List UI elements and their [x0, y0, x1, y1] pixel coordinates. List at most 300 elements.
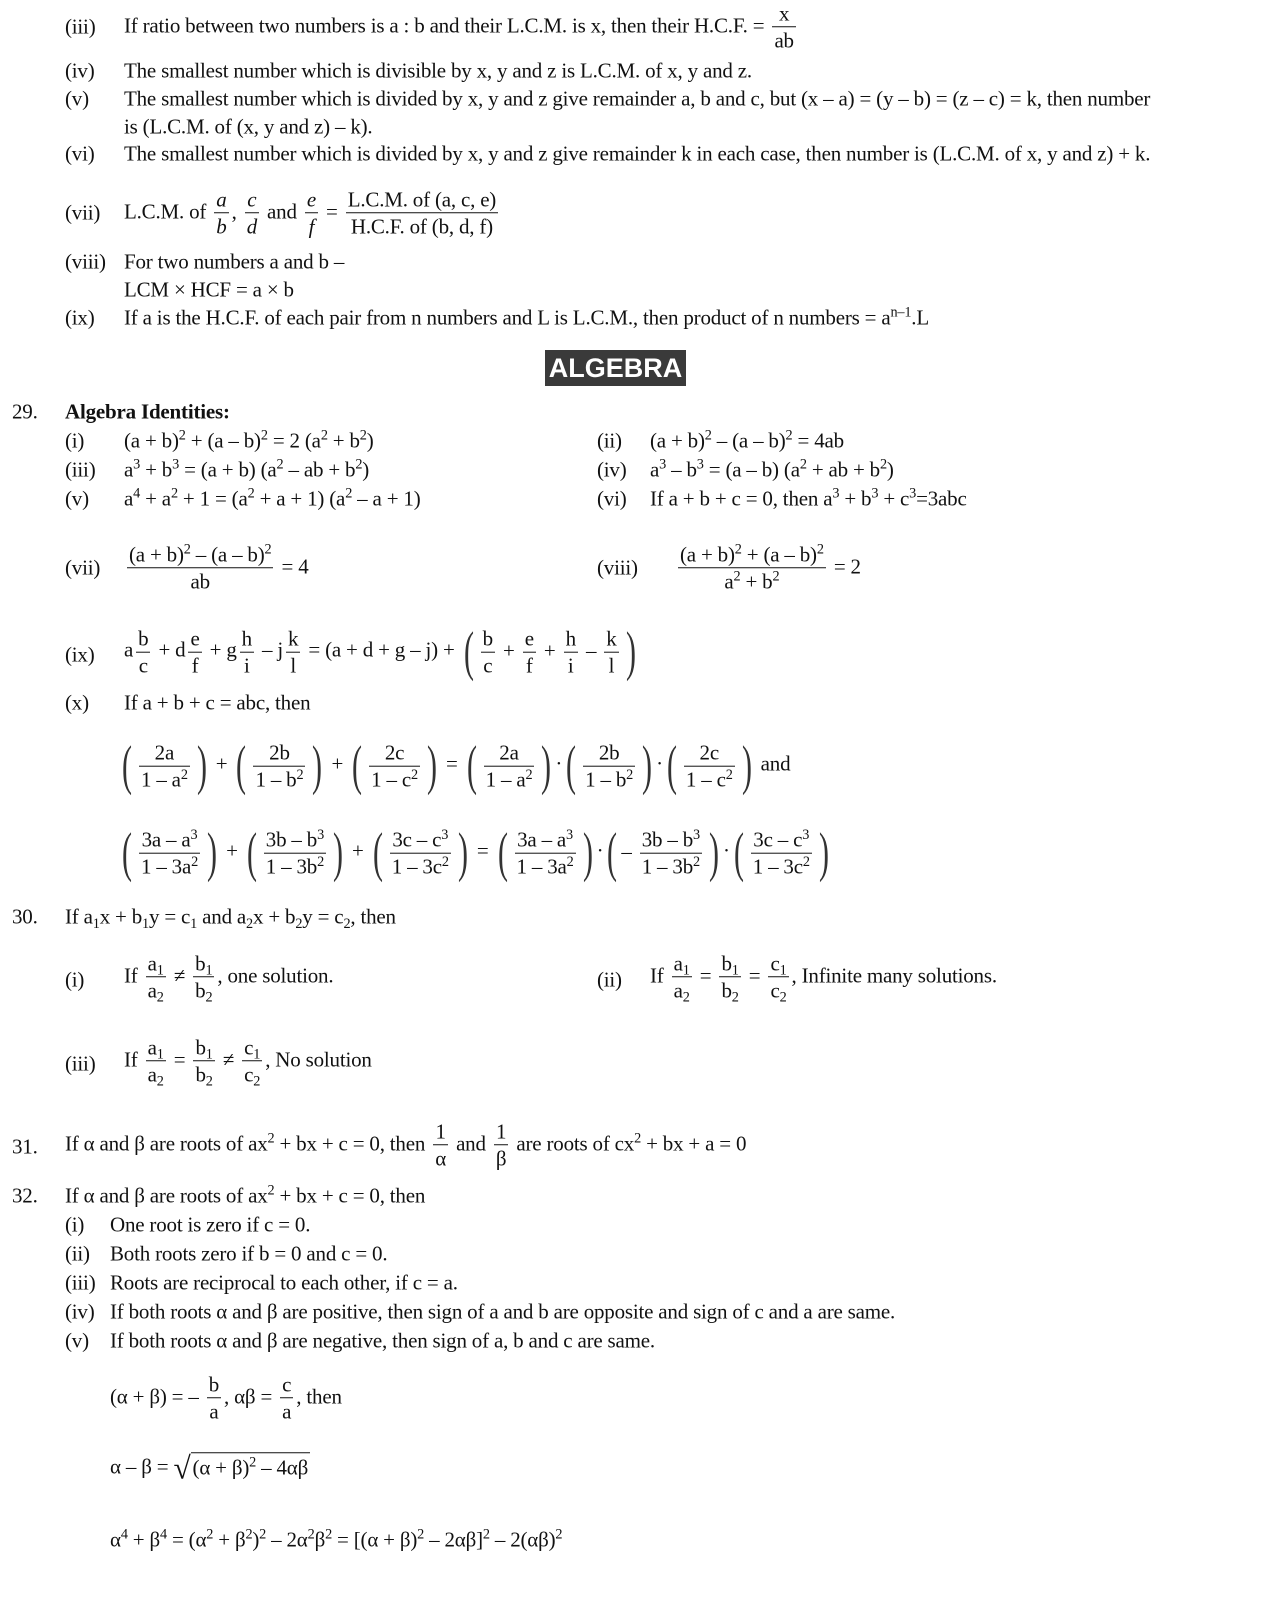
math-text: 2 — [733, 568, 741, 585]
math-text: 3 — [659, 456, 667, 473]
math-text: = [(α + β) — [332, 1527, 418, 1552]
math-text: + — [538, 637, 561, 662]
numerator — [484, 739, 535, 766]
math-group — [110, 1450, 310, 1486]
math-text: = — [440, 751, 463, 776]
condition-i — [124, 950, 333, 1004]
math-group — [136, 826, 203, 880]
math-text: b — [208, 1372, 220, 1397]
denominator — [481, 653, 495, 679]
math-group — [673, 978, 690, 1006]
math-text: 2b — [598, 740, 620, 765]
math-text: = — [320, 198, 343, 223]
denominator — [136, 653, 150, 679]
numerator — [672, 950, 692, 977]
math-text: 1 – a — [485, 767, 526, 792]
math-text: – a + 1) — [352, 486, 421, 511]
left-paren: ( — [246, 821, 257, 883]
superscript — [172, 457, 179, 473]
math-text: y = c — [148, 904, 191, 929]
superscript — [441, 826, 448, 842]
item-label: (iv) — [597, 457, 627, 482]
math-text: + b — [740, 569, 773, 594]
math-text: (α + β) = – — [110, 1383, 204, 1408]
item-label: (vii) — [65, 555, 101, 580]
numerator — [280, 1371, 293, 1398]
math-text: 2 — [191, 853, 199, 870]
italic-var — [247, 187, 256, 211]
superscript — [325, 1527, 332, 1543]
denominator — [193, 1062, 214, 1088]
roots-v — [110, 1329, 655, 1354]
math-text: 2 — [267, 1182, 275, 1199]
math-text: + ab + b — [806, 457, 880, 482]
math-text: 2 — [205, 1073, 213, 1090]
math-text: a — [147, 978, 157, 1003]
superscript — [308, 1527, 315, 1543]
left-paren: ( — [566, 734, 577, 796]
math-text: ) — [886, 457, 894, 482]
section-number: 29. — [12, 399, 38, 424]
math-text: – 2α — [266, 1527, 308, 1552]
fraction — [772, 0, 795, 54]
math-text: (a + b) — [680, 542, 735, 567]
math-group — [124, 429, 374, 453]
math-text: (a + b) — [129, 542, 184, 567]
math-text: If — [124, 1046, 143, 1071]
superscript — [184, 541, 191, 557]
superscript — [191, 854, 198, 870]
math-text: 2 — [410, 766, 418, 783]
fraction — [264, 826, 326, 880]
math-text: If α and β are roots of ax — [65, 1130, 268, 1155]
math-text: β — [495, 1146, 507, 1171]
math-text: , αβ = — [224, 1383, 278, 1408]
math-text: 2 — [725, 766, 733, 783]
numerator — [719, 950, 740, 977]
math-group — [486, 768, 533, 792]
math-text: x + b — [99, 904, 143, 929]
math-text: + g — [204, 637, 237, 662]
math-text: Roots are reciprocal to each other, if c = a. — [110, 1270, 458, 1295]
math-text: l — [608, 653, 615, 678]
math-text: a — [650, 457, 660, 482]
math-text: 2 — [260, 427, 268, 444]
sum-product-formula — [110, 1371, 342, 1425]
denominator — [188, 653, 201, 679]
math-text: e — [306, 187, 316, 212]
math-text: – (a – b) — [190, 542, 265, 567]
denominator — [242, 1062, 262, 1088]
math-text: = — [743, 962, 766, 987]
math-group — [65, 1184, 425, 1208]
math-group — [580, 739, 638, 793]
math-text: The smallest number which is divided by x, y and z give remainder a, b and c, but (x – a) = (y – b) = (z – c) = k, then number — [124, 86, 1151, 111]
superscript — [890, 305, 911, 321]
math-text: 2 — [417, 1526, 425, 1543]
math-text: 3a – a — [517, 827, 567, 852]
item-label: (iii) — [65, 14, 96, 39]
superscript — [248, 486, 255, 502]
math-text: = 2 (a — [267, 428, 321, 453]
math-group — [195, 951, 213, 979]
math-text: b — [195, 1062, 206, 1087]
math-text: 1 — [779, 962, 787, 979]
subscript — [732, 963, 739, 979]
math-text: ) — [366, 428, 374, 453]
math-text: a — [147, 951, 157, 976]
math-group — [721, 951, 739, 979]
math-text: (α + β) — [192, 1455, 250, 1480]
numerator — [139, 739, 190, 766]
math-text: , Infinite many solutions. — [791, 962, 997, 987]
item-label: (ix) — [65, 642, 95, 667]
math-text: β — [314, 1527, 326, 1552]
math-text: If — [650, 962, 669, 987]
math-text: 2 — [682, 989, 690, 1006]
math-group — [392, 855, 449, 879]
math-group — [129, 542, 271, 566]
math-group — [195, 978, 213, 1006]
math-group — [110, 1372, 342, 1424]
right-paren: ) — [741, 734, 752, 796]
item-label: (vii) — [65, 200, 101, 225]
math-text: 4 — [133, 485, 141, 502]
superscript — [181, 767, 188, 783]
numerator — [678, 541, 826, 568]
denominator — [684, 767, 735, 793]
fraction — [640, 826, 702, 880]
right-paren: ) — [207, 821, 217, 883]
math-text: k — [606, 626, 617, 651]
superscript — [483, 1527, 490, 1543]
fraction — [242, 1034, 262, 1088]
math-text: 2 — [259, 1526, 267, 1543]
math-group — [673, 951, 690, 979]
superscript — [803, 854, 810, 870]
superscript — [693, 826, 700, 842]
math-text: 2 — [307, 1526, 315, 1543]
math-text: 1 — [205, 1046, 213, 1063]
superscript — [265, 541, 272, 557]
math-text: 2 — [634, 1129, 642, 1146]
math-text: 3 — [172, 456, 180, 473]
math-text: 2 — [267, 1129, 275, 1146]
denominator — [523, 653, 536, 679]
item-label: (vi) — [597, 486, 627, 511]
math-text: · — [722, 838, 730, 863]
denominator — [127, 569, 273, 595]
subscript — [205, 990, 212, 1006]
fraction — [193, 950, 214, 1004]
superscript — [171, 486, 178, 502]
numerator — [515, 826, 576, 853]
denominator — [604, 653, 618, 679]
math-text: c — [244, 1062, 254, 1087]
math-group — [193, 1455, 309, 1479]
math-text: a — [673, 951, 683, 976]
math-text: a — [147, 1062, 157, 1087]
left-paren: ( — [666, 734, 677, 796]
identity-ix — [124, 620, 640, 682]
math-text: 2 — [276, 456, 284, 473]
math-text: 2 — [246, 915, 253, 932]
subscript — [253, 1047, 260, 1063]
denominator — [305, 214, 318, 240]
math-text: 2 — [704, 427, 712, 444]
math-text: i — [567, 653, 574, 678]
numerator — [245, 186, 259, 213]
item-label: (i) — [65, 967, 85, 992]
math-text: , — [231, 198, 242, 223]
math-text: ≠ — [217, 1046, 240, 1071]
math-text: + b — [327, 428, 360, 453]
math-text: 1 – c — [371, 767, 411, 792]
math-group — [244, 1062, 261, 1090]
superscript — [817, 541, 824, 557]
math-text: 2 — [772, 568, 780, 585]
math-text: x + b — [252, 904, 296, 929]
parenthesized-group — [463, 734, 556, 796]
roots-iii — [110, 1271, 458, 1296]
math-text: i — [243, 653, 250, 678]
math-text: 2 — [355, 456, 363, 473]
subscript — [206, 1047, 213, 1063]
math-text: L.C.M. of — [124, 198, 212, 223]
denominator — [515, 854, 576, 880]
math-group — [110, 1329, 655, 1353]
math-text: 1 – 3b — [265, 854, 318, 879]
math-group — [686, 768, 733, 792]
superscript — [772, 569, 779, 585]
math-text: 2 — [441, 853, 449, 870]
math-text: – — [580, 637, 602, 662]
math-text: If a + b + c = abc, then — [124, 690, 311, 715]
numerator — [188, 625, 201, 652]
math-group — [110, 1300, 895, 1324]
math-text: and — [262, 198, 302, 223]
subscript — [206, 1074, 213, 1090]
denominator — [146, 1062, 166, 1088]
subscript — [683, 990, 690, 1006]
math-text: 2 — [325, 1526, 332, 1543]
math-text: 2 — [343, 915, 351, 932]
math-group — [650, 951, 997, 1006]
math-text: 3c – c — [392, 827, 442, 852]
subscript — [246, 916, 253, 932]
math-text: 2 — [156, 989, 164, 1006]
numerator — [751, 826, 812, 853]
difference-formula — [110, 1452, 310, 1484]
superscript — [360, 428, 367, 444]
math-text: 2 — [245, 1526, 253, 1543]
math-text: – — [621, 838, 637, 863]
math-text: x — [778, 1, 790, 26]
math-text: ) — [362, 457, 370, 482]
numerator — [305, 186, 318, 213]
math-text: are roots of cx — [511, 1130, 635, 1155]
superscript — [121, 1527, 128, 1543]
numerator — [146, 1034, 166, 1061]
math-text: e — [190, 626, 200, 651]
math-text: d — [246, 214, 257, 239]
numerator — [684, 739, 735, 766]
denominator — [640, 854, 702, 880]
math-text: 2 — [879, 456, 887, 473]
math-text: 1 — [92, 915, 100, 932]
parenthesized-group — [494, 821, 597, 883]
math-text: + — [326, 751, 349, 776]
math-text: 2 — [247, 485, 255, 502]
math-text: 2 — [802, 853, 810, 870]
condition-iii — [124, 1034, 372, 1088]
math-text: b — [195, 951, 206, 976]
math-group — [110, 1213, 310, 1237]
parenthesized-group — [348, 734, 441, 796]
math-text: h — [241, 626, 252, 651]
math-text: + β — [127, 1527, 160, 1552]
math-text: 2 — [264, 541, 272, 558]
numerator — [240, 625, 254, 652]
item-label: (v) — [65, 86, 89, 111]
math-text: (a + b) — [124, 428, 179, 453]
item-label: (x) — [65, 690, 89, 715]
math-text: 2 — [253, 1073, 261, 1090]
item-label: (viii) — [65, 249, 106, 274]
rule-iii — [124, 0, 799, 54]
rule-v-continued — [124, 115, 372, 140]
math-text: – (a – b) — [711, 428, 786, 453]
math-text: a — [673, 978, 683, 1003]
math-text: c — [282, 1372, 292, 1397]
math-text: , one solution. — [217, 962, 334, 987]
math-group — [675, 541, 861, 594]
right-paren: ) — [312, 734, 323, 796]
denominator — [139, 854, 200, 880]
denominator — [146, 978, 166, 1004]
math-group — [124, 187, 501, 239]
math-text: + — [221, 838, 243, 863]
math-group — [585, 768, 633, 792]
fraction — [433, 1118, 448, 1172]
math-text: If ratio between two numbers is a : b and their L.C.M. is x, then their H.C.F. = — [124, 12, 770, 37]
superscript — [697, 457, 704, 473]
math-text: ≠ — [168, 962, 191, 987]
math-text: The smallest number which is divided by x, y and z give remainder k in each case, then number is (L.C.M. of x, y and z) + k. — [124, 141, 1151, 166]
superscript — [726, 767, 733, 783]
math-group — [681, 739, 738, 793]
fraction — [672, 950, 692, 1004]
math-group — [250, 739, 308, 793]
math-text: LCM × HCF = a × b — [124, 277, 294, 302]
section-number: 31. — [12, 1134, 38, 1159]
item-label: (iv) — [65, 58, 95, 83]
denominator — [768, 978, 788, 1004]
denominator — [139, 767, 190, 793]
condition-ii — [650, 950, 997, 1004]
math-text: 2 — [180, 766, 188, 783]
math-text: b — [216, 214, 227, 239]
math-text: and — [451, 1130, 491, 1155]
math-text: c — [244, 1035, 254, 1060]
math-text: If both roots α and β are negative, then sign of a, b and c are same. — [110, 1328, 655, 1353]
fraction — [146, 950, 166, 1004]
math-group — [195, 1035, 213, 1063]
math-text: 2 — [785, 427, 793, 444]
fraction — [240, 625, 254, 679]
superscript — [800, 457, 807, 473]
math-text: 2a — [154, 740, 175, 765]
right-paren: ) — [708, 821, 719, 883]
subscript — [157, 1074, 164, 1090]
fraction — [139, 826, 200, 880]
radicand — [191, 1452, 311, 1484]
item-label: (i) — [65, 428, 85, 453]
right-paren: ) — [333, 821, 343, 883]
math-text: If a — [65, 904, 93, 929]
math-group — [141, 768, 188, 792]
radical-sign-icon: √ — [173, 1450, 191, 1486]
fraction — [305, 186, 318, 240]
math-text: 1 – c — [685, 767, 726, 792]
identity-iv — [650, 458, 894, 483]
denominator — [719, 978, 740, 1004]
fraction — [245, 186, 259, 240]
math-text: 3 — [693, 826, 700, 843]
rule-viii — [124, 250, 344, 275]
parenthesized-group — [730, 821, 833, 883]
math-text: 2 — [626, 766, 634, 783]
math-text: – j — [256, 637, 284, 662]
math-text: 2 — [205, 989, 213, 1006]
math-text: and a — [197, 904, 247, 929]
left-paren: ( — [463, 620, 474, 682]
parenthesized-group — [243, 821, 347, 883]
identity-iii — [124, 458, 369, 483]
math-text: 3 — [802, 826, 810, 843]
section-number: 32. — [12, 1183, 38, 1208]
math-text: + — [210, 751, 233, 776]
math-text: 3 — [441, 826, 449, 843]
math-text: 1 — [142, 915, 149, 932]
math-text: 3b – b — [265, 827, 318, 852]
math-text: The smallest number which is divisible by x, y and z is L.C.M. of x, y and z. — [124, 58, 752, 83]
math-text: 2 — [525, 766, 533, 783]
math-text: h — [565, 626, 576, 651]
math-group — [124, 250, 344, 274]
identity-v — [124, 487, 420, 512]
math-text: = (a + b) (a — [179, 457, 277, 482]
denominator — [494, 1146, 509, 1172]
italic-var — [216, 215, 226, 239]
math-group — [517, 855, 574, 879]
math-group — [753, 827, 809, 851]
math-text: a — [124, 457, 134, 482]
math-text: 2 — [359, 427, 367, 444]
numerator — [139, 826, 200, 853]
numerator — [207, 1371, 221, 1398]
math-text: + (a – b) — [741, 542, 817, 567]
item-label: (ii) — [65, 1241, 90, 1266]
fraction — [188, 625, 201, 679]
item-label: (ix) — [65, 305, 95, 330]
math-text: 2 — [183, 541, 191, 558]
math-text: 2 — [296, 766, 304, 783]
fraction — [280, 1371, 293, 1425]
math-text: – 2(αβ) — [489, 1527, 556, 1552]
math-text: 2 — [317, 853, 325, 870]
math-group — [124, 87, 1150, 111]
